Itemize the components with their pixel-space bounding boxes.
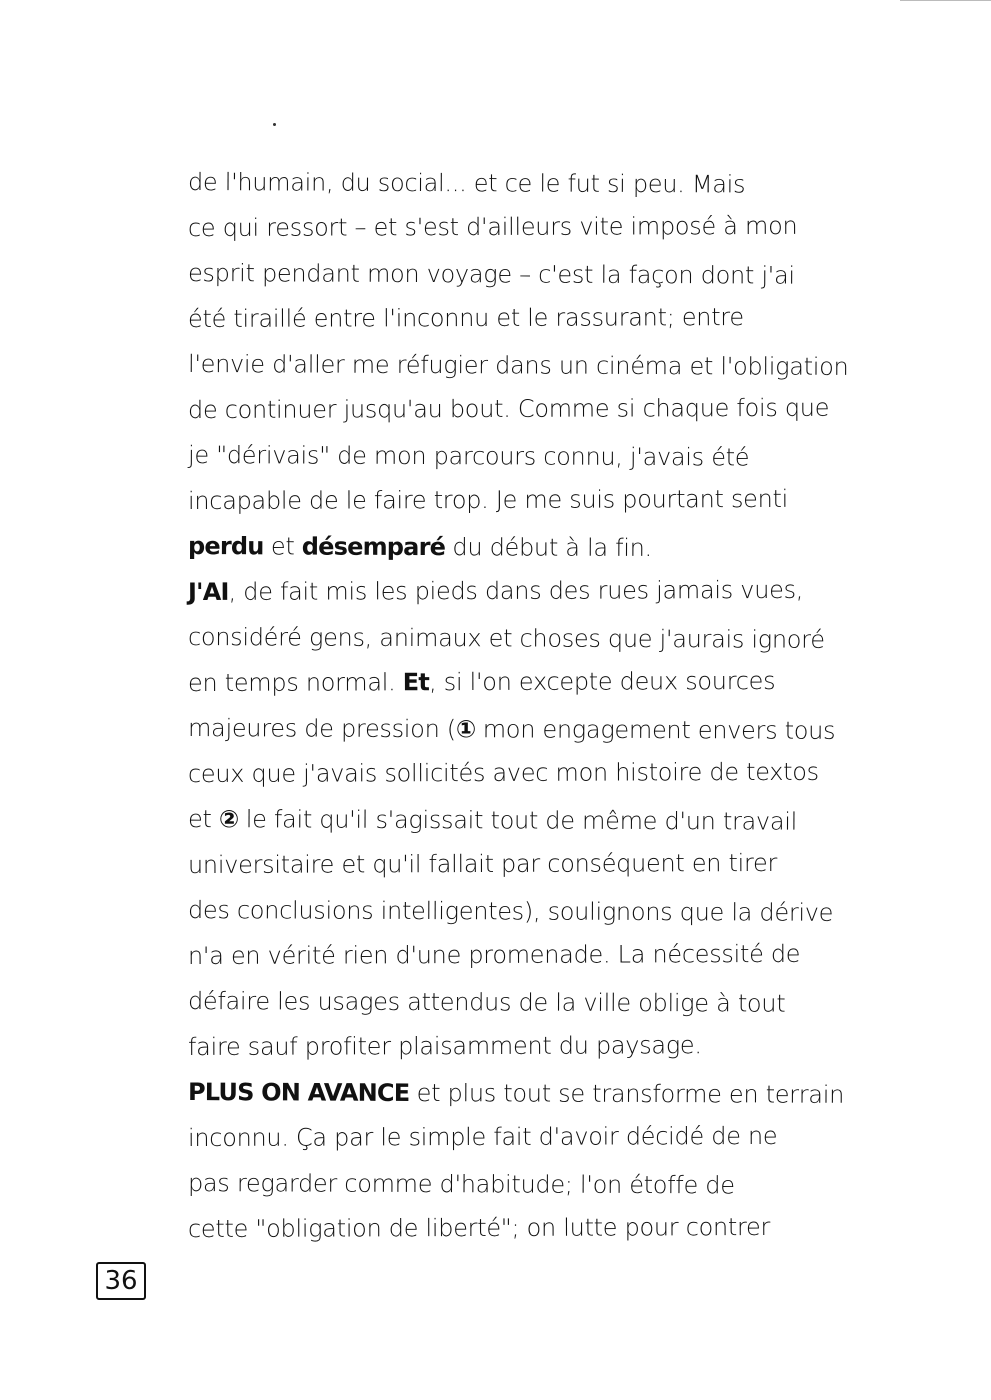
text-line	[188, 797, 878, 846]
top-edge-line	[900, 0, 991, 1]
handwritten-body-text	[188, 160, 878, 1252]
text-segment: faire sauf profiter plaisamment du paysage.	[187, 1030, 702, 1061]
text-line	[188, 1070, 878, 1119]
text-segment: , de fait mis les pieds dans des rues jamais vues,	[228, 575, 804, 606]
text-segment: , si l'on excepte deux sources	[429, 666, 776, 696]
bold-text-segment: ①	[455, 715, 476, 744]
bold-text-segment: Et	[402, 667, 430, 696]
text-segment: l'envie d'aller me réfugier dans un cinéma et l'obligation	[187, 350, 849, 381]
text-line	[188, 888, 878, 937]
text-line	[188, 476, 878, 524]
text-segment: ce qui ressort – et s'est d'ailleurs vite imposé à mon	[187, 211, 798, 242]
bold-text-segment: PLUS ON AVANCE	[187, 1078, 410, 1107]
text-line	[188, 749, 878, 797]
text-line	[188, 931, 878, 979]
text-line	[188, 840, 878, 888]
text-segment: mon engagement envers tous	[475, 715, 836, 745]
text-segment: de l'humain, du social... et ce le fut si peu. Mais	[187, 168, 746, 199]
text-line	[188, 342, 878, 391]
text-line	[188, 294, 878, 342]
bold-text-segment: ②	[218, 805, 239, 834]
text-segment: et plus tout se transforme en terrain	[409, 1078, 845, 1109]
text-segment: je "dérivais" de mon parcours connu, j'avais été	[187, 441, 750, 472]
text-segment: en temps normal.	[187, 667, 403, 697]
text-line	[188, 1022, 878, 1070]
text-segment: pas regarder comme d'habitude; l'on étoffe de	[187, 1169, 735, 1200]
text-line	[188, 706, 878, 755]
text-segment: le fait qu'il s'agissait tout de même d'un travail	[238, 805, 798, 836]
text-segment: défaire les usages attendus de la ville oblige à tout	[187, 987, 786, 1018]
text-segment: cette "obligation de liberté"; on lutte pour contrer	[187, 1212, 771, 1243]
text-segment: majeures de pression (	[187, 714, 456, 744]
text-line	[188, 524, 878, 573]
bold-text-segment: J'AI	[187, 577, 229, 606]
text-segment: esprit pendant mon voyage – c'est la façon dont j'ai	[187, 259, 795, 290]
text-line	[188, 615, 878, 664]
text-line	[188, 385, 878, 433]
ink-dot	[273, 123, 276, 126]
text-segment: été tiraillé entre l'inconnu et le rassurant; entre	[187, 302, 744, 333]
text-segment: et	[263, 532, 302, 561]
text-line	[188, 1113, 878, 1161]
text-segment: universitaire et qu'il fallait par conséquent en tirer	[187, 848, 778, 879]
text-line	[188, 1161, 878, 1210]
text-line	[188, 251, 878, 300]
text-line	[188, 203, 878, 251]
text-segment: ceux que j'avais sollicités avec mon histoire de textos	[187, 757, 819, 788]
text-segment: et	[187, 805, 219, 834]
text-segment: incapable de le faire trop. Je me suis pourtant senti	[187, 484, 789, 515]
text-line	[188, 567, 878, 615]
text-segment: inconnu. Ça par le simple fait d'avoir décidé de ne	[187, 1121, 778, 1152]
page-number: 36	[96, 1262, 146, 1300]
text-line	[188, 160, 878, 209]
text-line	[188, 1204, 878, 1252]
text-line	[188, 433, 878, 482]
text-segment: des conclusions intelligentes), soulignons que la dérive	[187, 896, 834, 927]
text-segment: n'a en vérité rien d'une promenade. La nécessité de	[187, 939, 801, 970]
bold-text-segment: perdu	[187, 532, 264, 561]
text-segment: du début à la fin.	[445, 533, 652, 563]
text-segment: de continuer jusqu'au bout. Comme si chaque fois que	[187, 393, 830, 424]
bold-text-segment: désemparé	[301, 532, 446, 562]
text-segment: considéré gens, animaux et choses que j'aurais ignoré	[187, 623, 825, 654]
text-line	[188, 979, 878, 1028]
text-line	[188, 658, 878, 706]
